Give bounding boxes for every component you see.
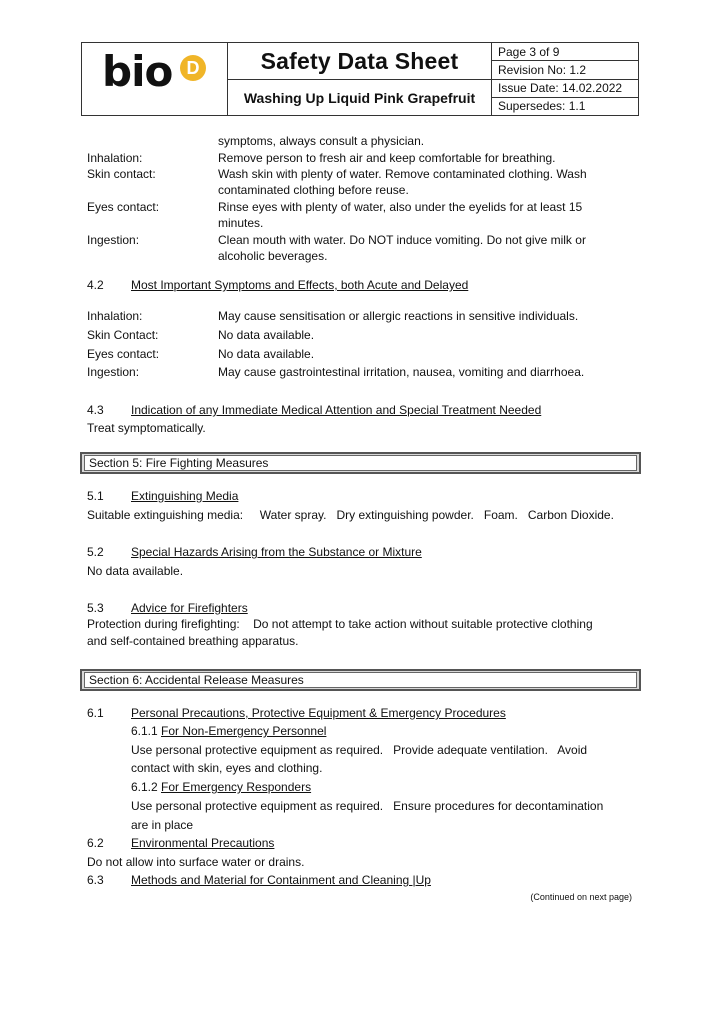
first-aid-label: Inhalation: [87, 151, 143, 165]
body-text: Use personal protective equipment as required. Ensure procedures for decontamination [131, 799, 604, 813]
first-aid-text: Remove person to fresh air and keep comfortable for breathing. [218, 151, 556, 165]
subsection-number: 5.2 [87, 545, 104, 559]
subsection-number: 6.3 [87, 873, 104, 887]
subsection-title: Environmental Precautions [131, 836, 275, 850]
subsection-title: Special Hazards Arising from the Substance or Mixture [131, 545, 422, 559]
body-text: contact with skin, eyes and clothing. [131, 761, 323, 775]
body-text: No data available. [87, 564, 184, 578]
subsection-number: 5.3 [87, 601, 104, 615]
subsection-title: Most Important Symptoms and Effects, both Acute and Delayed [131, 278, 469, 292]
symptom-text: May cause gastrointestinal irritation, nausea, vomiting and diarrhoea. [218, 365, 585, 379]
first-aid-text: minutes. [218, 216, 264, 230]
body-text: Use personal protective equipment as required. Provide adequate ventilation. Avoid [131, 743, 588, 757]
body-text: Suitable extinguishing media: Water spray. Dry extinguishing powder. Foam. Carbon Dioxide. [87, 508, 614, 522]
body-text: Do not allow into surface water or drains. [87, 855, 305, 869]
subsection-title: Personal Precautions, Protective Equipment & Emergency Procedures [131, 706, 506, 720]
symptom-label: Ingestion: [87, 365, 140, 379]
subsection-number: 6.1 [87, 706, 104, 720]
issue-date: Issue Date: 14.02.2022 [492, 80, 638, 98]
subsection-number: 4.2 [87, 278, 104, 292]
first-aid-text: contaminated clothing before reuse. [218, 183, 409, 197]
first-aid-intro: symptoms, always consult a physician. [218, 134, 425, 148]
symptom-text: No data available. [218, 347, 315, 361]
symptom-label: Inhalation: [87, 309, 143, 323]
subsection-number: 4.3 [87, 403, 104, 417]
page-number: Page 3 of 9 [492, 43, 638, 61]
supersedes: Supersedes: 1.1 [498, 99, 586, 114]
subsection-title: Indication of any Immediate Medical Attention and Special Treatment Needed [131, 403, 542, 417]
section-bar [80, 669, 641, 691]
symptom-label: Eyes contact: [87, 347, 160, 361]
subsection-number: 6.2 [87, 836, 104, 850]
logo-wordmark: bio [102, 47, 173, 96]
symptom-text: May cause sensitisation or allergic reactions in sensitive individuals. [218, 309, 579, 323]
revision-number: Revision No: 1.2 [492, 61, 638, 79]
first-aid-text: Wash skin with plenty of water. Remove contaminated clothing. Wash [218, 167, 587, 181]
sub-subsection-number: 6.1.1 [131, 724, 158, 738]
company-logo [82, 43, 228, 115]
continued-note: (Continued on next page) [530, 892, 632, 902]
body-text: and self-contained breathing apparatus. [87, 634, 299, 648]
first-aid-label: Skin contact: [87, 167, 156, 181]
subsection-title: Advice for Firefighters [131, 601, 248, 615]
symptom-text: No data available. [218, 328, 315, 342]
symptom-label: Skin Contact: [87, 328, 159, 342]
logo-badge-icon: D [180, 55, 206, 81]
product-name: Washing Up Liquid Pink Grapefruit [243, 89, 476, 106]
body-text: Treat symptomatically. [87, 421, 206, 435]
sub-subsection-number: 6.1.2 [131, 780, 158, 794]
body-text: Protection during firefighting: Do not attempt to take action without suitable protective clothing [87, 617, 593, 631]
subsection-number: 5.1 [87, 489, 104, 503]
first-aid-label: Eyes contact: [87, 200, 160, 214]
first-aid-text: Clean mouth with water. Do NOT induce vomiting. Do not give milk or [218, 233, 586, 247]
body-text: are in place [131, 818, 194, 832]
document-title: Safety Data Sheet [228, 43, 491, 80]
document-header [81, 42, 639, 116]
sub-subsection-title: For Non-Emergency Personnel [161, 724, 327, 738]
section-bar [80, 452, 641, 474]
first-aid-text: Rinse eyes with plenty of water, also under the eyelids for at least 15 [218, 200, 583, 214]
first-aid-text: alcoholic beverages. [218, 249, 328, 263]
subsection-title: Extinguishing Media [131, 489, 239, 503]
section-title: Section 6: Accidental Release Measures [84, 672, 637, 688]
sub-subsection-title: For Emergency Responders [161, 780, 312, 794]
subsection-title: Methods and Material for Containment and Cleaning |Up [131, 873, 431, 887]
section-title: Section 5: Fire Fighting Measures [84, 455, 637, 471]
first-aid-label: Ingestion: [87, 233, 140, 247]
